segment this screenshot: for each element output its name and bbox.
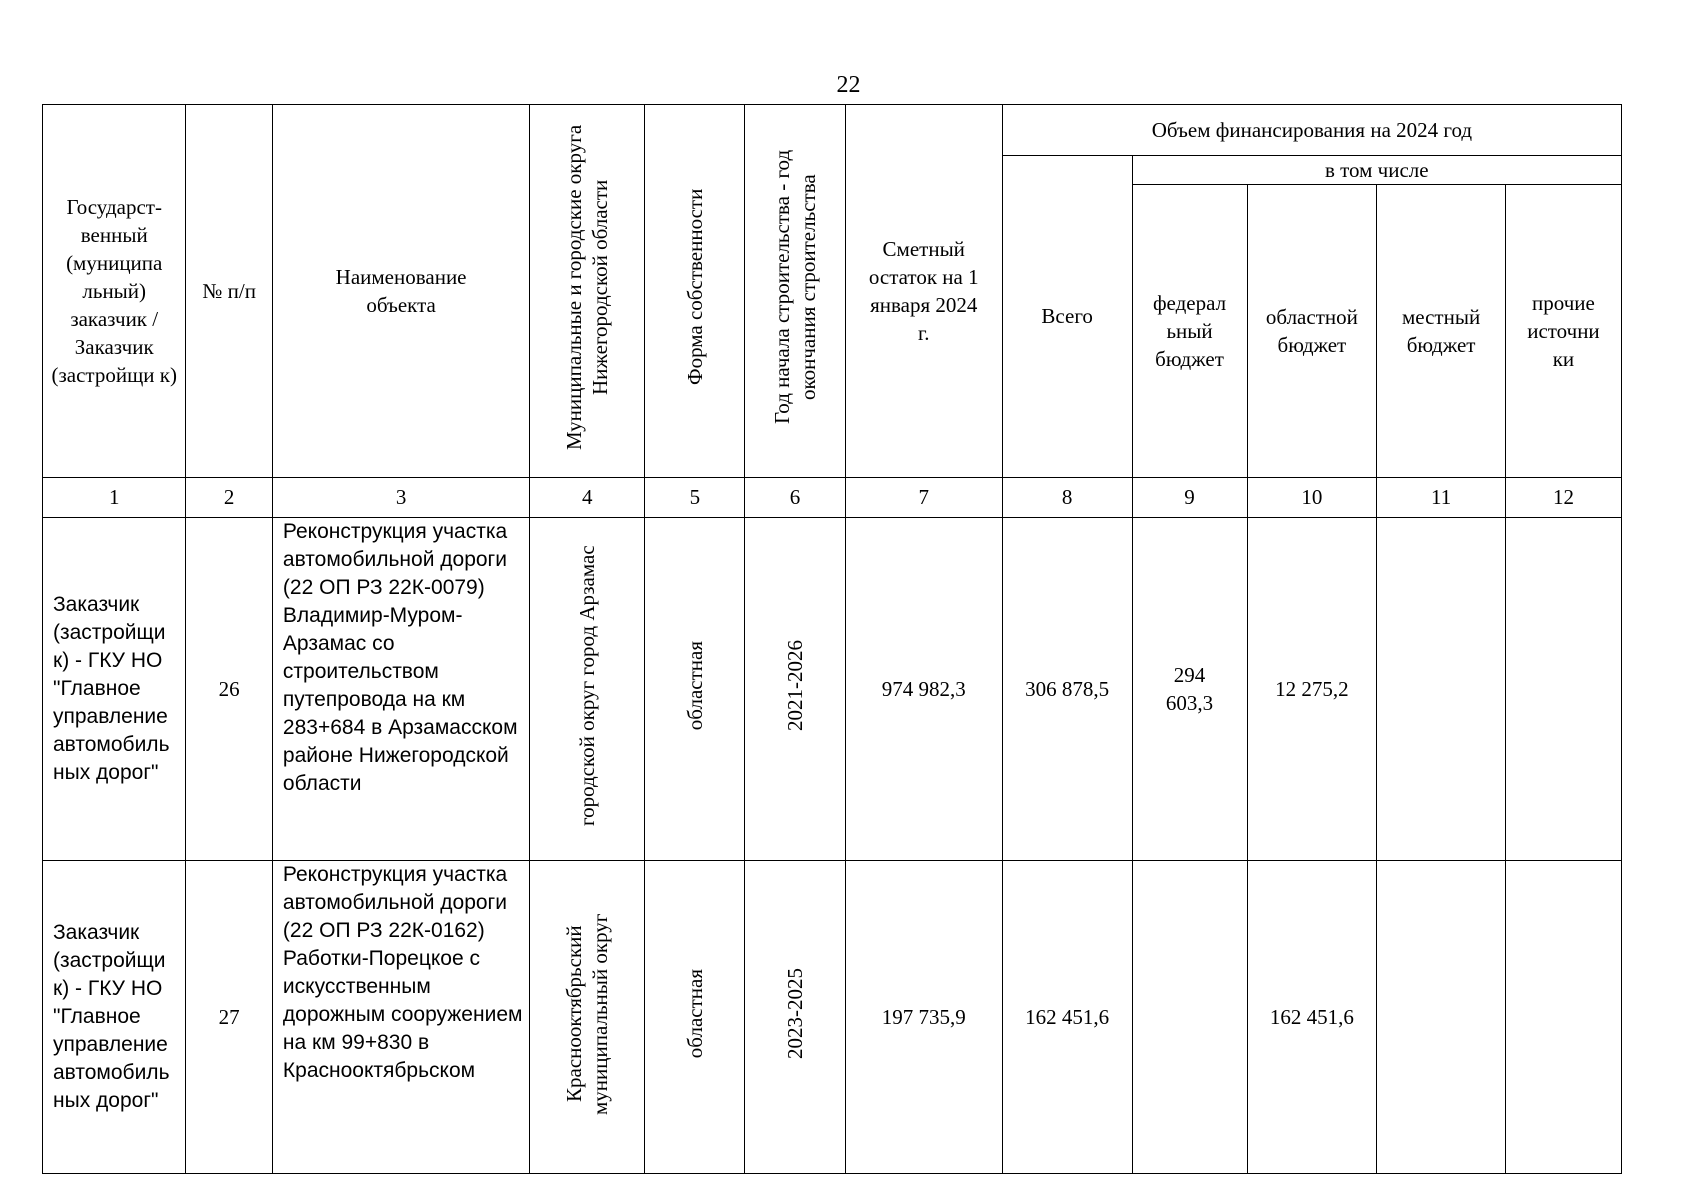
column-number: 1 (43, 477, 186, 518)
row-number: 26 (186, 518, 272, 861)
row-customer: Заказчик (застройщи к) - ГКУ НО "Главное управление автомобиль ных дорог" (43, 861, 186, 1174)
row-number: 27 (186, 861, 272, 1174)
column-number: 2 (186, 477, 272, 518)
header-object-name: Наименование объекта (272, 105, 529, 478)
header-years-cell (745, 105, 845, 478)
header-ownership-cell (645, 105, 745, 478)
column-number: 7 (845, 477, 1002, 518)
row-years: 2023-2025 (783, 968, 808, 1060)
header-municipalities-cell (530, 105, 645, 478)
row-ownership: областная (682, 969, 707, 1059)
header-total: Всего (1002, 155, 1132, 477)
row-object-name: Реконструкция участка автомобильной дороги (22 ОП РЗ 22К-0162) Работки-Порецкое с искусственным дорожным сооружением на км 99+830 в Краснооктябрьском (282, 863, 523, 1083)
header-other: прочие источни ки (1505, 185, 1621, 477)
header-federal: федерал ьный бюджет (1132, 185, 1247, 477)
column-number: 10 (1247, 477, 1377, 518)
row-municipality-cell (530, 518, 645, 861)
row-total: 162 451,6 (1002, 861, 1132, 1174)
row-local (1377, 861, 1506, 1174)
header-regional: областной бюджет (1247, 185, 1377, 477)
column-number-row (43, 477, 1622, 518)
column-number: 8 (1002, 477, 1132, 518)
column-number: 3 (272, 477, 529, 518)
table-row (43, 518, 1622, 861)
row-years-cell (745, 518, 845, 861)
row-ownership: областная (682, 641, 707, 731)
row-federal (1132, 861, 1247, 1174)
row-regional: 12 275,2 (1247, 518, 1377, 861)
column-number: 6 (745, 477, 845, 518)
header-including: в том числе (1132, 155, 1621, 184)
table-row (43, 861, 1622, 1174)
header-local: местный бюджет (1377, 185, 1506, 477)
header-num: № п/п (186, 105, 272, 478)
column-number: 11 (1377, 477, 1506, 518)
row-other (1505, 518, 1621, 861)
header-balance: Сметный остаток на 1 января 2024 г. (845, 105, 1002, 478)
row-other (1505, 861, 1621, 1174)
header-municipalities: Муниципальные и городские округа Нижегородской области (562, 124, 613, 450)
row-customer: Заказчик (застройщи к) - ГКУ НО "Главное управление автомобиль ных дорог" (43, 518, 186, 861)
column-number: 12 (1505, 477, 1621, 518)
row-years-cell (745, 861, 845, 1174)
column-number: 5 (645, 477, 745, 518)
row-balance: 197 735,9 (845, 861, 1002, 1174)
header-funding: Объем финансирования на 2024 год (1002, 105, 1621, 156)
header-years: Год начала строительства - год окончания строительства (770, 150, 821, 425)
row-municipality: городской округ город Арзамас (575, 545, 600, 827)
row-years: 2021-2026 (783, 640, 808, 732)
investment-table (42, 104, 1622, 1174)
row-ownership-cell (645, 861, 745, 1174)
column-number: 4 (530, 477, 645, 518)
row-total: 306 878,5 (1002, 518, 1132, 861)
page-number: 22 (836, 72, 861, 98)
row-ownership-cell (645, 518, 745, 861)
row-local (1377, 518, 1506, 861)
row-object-name-cell (272, 861, 529, 1174)
row-federal: 294 603,3 (1132, 518, 1247, 861)
row-regional: 162 451,6 (1247, 861, 1377, 1174)
header-ownership: Форма собственности (682, 189, 707, 386)
column-number: 9 (1132, 477, 1247, 518)
row-municipality: Краснооктябрьский муниципальный округ (562, 912, 613, 1115)
row-object-name: Реконструкция участка автомобильной дороги (22 ОП РЗ 22К-0079) Владимир-Муром-Арзамас со строительством путепровода на км 283+684 в Арзамасском районе Нижегородской области (272, 518, 529, 861)
header-customer: Государст-венный (муниципа льный) заказчик / Заказчик (застройщи к) (43, 105, 186, 478)
row-balance: 974 982,3 (845, 518, 1002, 861)
row-municipality-cell (530, 861, 645, 1174)
